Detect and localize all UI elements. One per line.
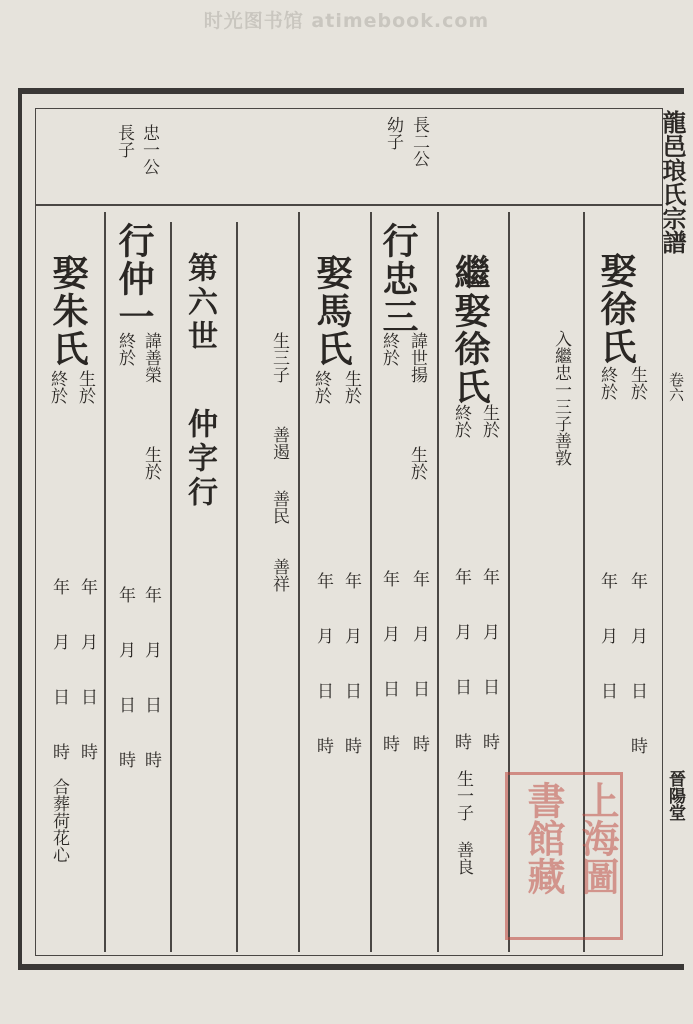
header-relation: 幼子 [383, 116, 403, 150]
library-seal: 上海圖 書館藏 [505, 772, 623, 940]
entry-born: 生於 [479, 404, 499, 438]
burial-note: 合葬荷花心 [49, 778, 69, 863]
header-parent: 長二公 [409, 116, 429, 167]
generation-title: 第六世 [182, 252, 217, 354]
date-died: 年月日時 [49, 578, 69, 798]
date-born: 年月日時 [141, 586, 161, 806]
entry-died: 終於 [597, 366, 617, 400]
adoption-note: 入繼忠一三子善敦 [551, 330, 571, 466]
date-died: 年月日時 [313, 572, 333, 792]
date-born: 年月日時 [479, 568, 499, 788]
date-died: 年月日時 [115, 586, 135, 806]
given-name: 諱善榮 [141, 332, 161, 383]
header-parent: 忠一公 [139, 124, 159, 175]
entry-died: 終於 [47, 370, 67, 404]
column-divider [236, 222, 238, 952]
margin-title: 龍邑琅氏宗譜 [658, 110, 687, 254]
son-name: 善遏 [269, 426, 289, 460]
date-died: 年月日 [597, 572, 617, 737]
entry-name: 娶徐氏 [595, 252, 637, 366]
son-name: 善民 [269, 490, 289, 524]
date-born: 年月日時 [409, 570, 429, 790]
date-died: 年月日時 [451, 568, 471, 788]
generation-line: 仲字行 [182, 408, 217, 510]
sons-label: 生三子 [269, 332, 289, 383]
column-divider [298, 212, 300, 952]
margin-hall: 晉陽堂 [665, 770, 685, 821]
date-died: 年月日時 [379, 570, 399, 790]
margin-volume: 卷六 [667, 372, 685, 402]
entry-born: 生於 [341, 370, 361, 404]
column-divider [370, 212, 372, 952]
entry-name: 娶馬氏 [311, 254, 353, 368]
entry-name: 行忠三 [377, 222, 419, 336]
column-divider [437, 212, 439, 952]
entry-died: 終於 [379, 332, 399, 366]
entry-name: 繼娶徐氏 [449, 254, 491, 406]
date-born: 年月日時 [77, 578, 97, 798]
entry-died: 終於 [311, 370, 331, 404]
column-divider [170, 222, 172, 952]
son-name: 善祥 [269, 558, 289, 592]
column-divider [104, 212, 106, 952]
date-born: 年月日時 [341, 572, 361, 792]
entry-died: 終於 [115, 332, 135, 366]
given-name: 諱世揚 [407, 332, 427, 383]
entry-born: 生於 [627, 366, 647, 400]
date-born: 年月日時 [627, 572, 647, 792]
watermark: 时光图书馆 atimebook.com [203, 10, 490, 32]
header-divider [35, 204, 663, 206]
entry-born: 生於 [141, 446, 161, 480]
entry-name: 行仲一 [113, 222, 155, 336]
entry-born: 生於 [75, 370, 95, 404]
header-relation: 長子 [114, 124, 134, 158]
children-note: 生一子 善良 [453, 770, 473, 875]
entry-died: 終於 [451, 404, 471, 438]
entry-name: 娶朱氏 [47, 254, 89, 368]
entry-born: 生於 [407, 446, 427, 480]
